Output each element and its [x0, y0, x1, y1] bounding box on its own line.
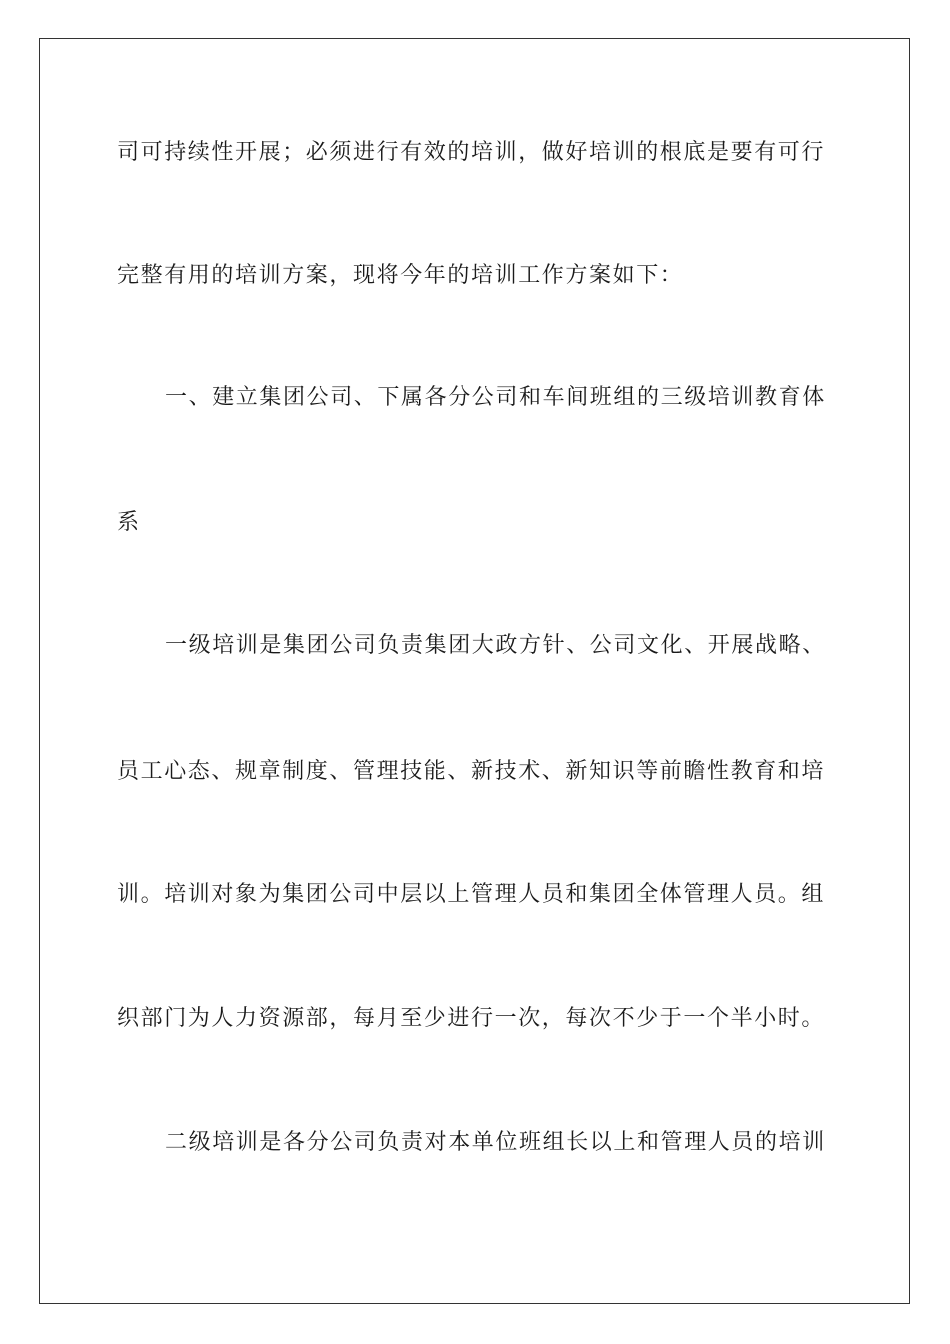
paragraph-line: 训。培训对象为集团公司中层以上管理人员和集团全体管理人员。组: [117, 882, 826, 907]
section-heading-line: 一、建立集团公司、下属各分公司和车间班组的三级培训教育体: [165, 385, 826, 410]
paragraph-line: 织部门为人力资源部，每月至少进行一次，每次不少于一个半小时。: [117, 1006, 826, 1031]
page-frame: [39, 38, 910, 1304]
section-heading-line: 系: [117, 510, 141, 535]
paragraph-line: 员工心态、规章制度、管理技能、新技术、新知识等前瞻性教育和培: [117, 759, 826, 784]
paragraph-line: 二级培训是各分公司负责对本单位班组长以上和管理人员的培训: [165, 1130, 826, 1155]
paragraph-line: 司可持续性开展；必须进行有效的培训，做好培训的根底是要有可行: [117, 140, 826, 165]
paragraph-line: 一级培训是集团公司负责集团大政方针、公司文化、开展战略、: [165, 633, 826, 658]
paragraph-line: 完整有用的培训方案，现将今年的培训工作方案如下：: [117, 263, 684, 288]
